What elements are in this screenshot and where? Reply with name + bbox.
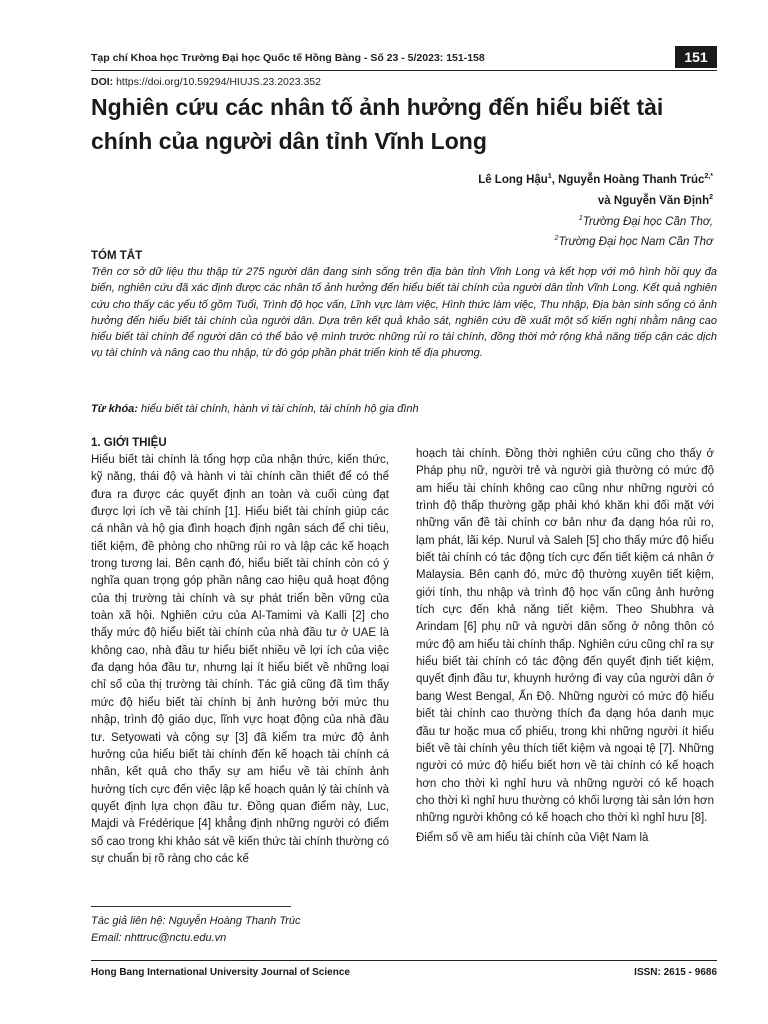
doi-label: DOI:: [91, 76, 114, 88]
author-names-line-1: Lê Long Hậu$^1$, Nguyễn Hoàng Thanh Trúc$^{2,*}$: [478, 173, 713, 186]
footer-issn: ISSN: 2615 - 9686: [634, 967, 717, 978]
author-block: [478, 168, 713, 251]
affiliation-name: Trường Đại học Nam Cần Thơ: [558, 236, 713, 249]
body-column-right: [416, 446, 714, 847]
corresponding-email[interactable]: Email: nhttruc@nctu.edu.vn: [91, 932, 227, 944]
keywords-line: [91, 403, 717, 415]
journal-citation-line: Tạp chí Khoa học Trường Đại học Quốc tế Hồng Bàng - Số 23 - 5/2023: 151-158: [91, 52, 485, 64]
author-connector: và: [597, 194, 611, 207]
author-name: Nguyễn Hoàng Thanh Trúc: [558, 173, 705, 186]
author-sup: 1: [547, 173, 552, 180]
journal-header: [91, 50, 717, 71]
body-column-left: Hiểu biết tài chính là tổng hợp của nhận thức, kiến thức, kỹ năng, thái độ và hành vi tài chính cần thiết để có thể đưa ra được các quyết định an toàn và cuối cùng đạt được lợi ích về tài chính [1]. Hiểu biết tài chính giúp các cá nhân và hộ gia đình hoạch định ngân sách để chi tiêu, tiết kiệm, đề phòng cho những rủi ro và lập các kế hoạch trong tương lai. Bên cạnh đó, hiểu biết tài chính còn có ý nghĩa quan trọng góp phần nâng cao hiệu quả hoạt động của thị trường tài chính và sự phát triển bền vững của toàn xã hội. Nghiên cứu của Al-Tamimi và Kalli [2] cho thấy mức độ hiểu biết tài chính của nhà đầu tư ở UAE là không cao, nhà đầu tư hiểu biết nhiều về lợi ích của việc đa dạng hóa đầu tư, nhưng lại ít hiểu biết về những loại chỉ số của thị trường tài chính. Tác giả cũng đã tìm thấy mức độ hiểu biết tài chính bị ảnh hưởng bởi mức thu nhập, trình độ giáo dục, lĩnh vực hoạt động của nhà đầu tư. Setyowati và cộng sự [3] đã kiểm tra mức độ ảnh hưởng của hiểu biết tài chính đến kế hoạch tài chính cá nhân, kết quả cho thấy sự am hiểu về tài chính ảnh hưởng tích cực đến việc lập kế hoạch quản lý tài chính và quyết định lựa chọn đầu tư. Đồng quan điểm này, Luc, Majdi và Frédérique [4] khẳng định những người có điểm số cao trong khi khảo sát về kiến thức tài chính thường có sự chuẩn bị rõ ràng cho các kế: [91, 454, 389, 865]
author-names-line-2: [478, 189, 713, 210]
affiliation: [478, 230, 713, 251]
footer-journal-name: Hong Bang International University Journal of Science: [91, 967, 350, 978]
body-paragraph: Điểm số về am hiểu tài chính của Việt Nam là: [416, 831, 649, 844]
affiliation-name: Trường Đại học Cần Thơ,: [582, 215, 713, 228]
abstract-heading: TÓM TẮT: [91, 250, 143, 262]
author-sup: 2: [709, 193, 713, 201]
keywords-text: hiểu biết tài chính, hành vi tài chính, tài chính hộ gia đình: [141, 403, 419, 415]
doi-line: [91, 76, 321, 88]
article-title: Nghiên cứu các nhân tố ảnh hưởng đến hiểu biết tài chính của người dân tỉnh Vĩnh Long: [91, 94, 664, 154]
keywords-label: Từ khóa:: [91, 403, 138, 415]
page-footer: [91, 960, 717, 983]
page-number: 151: [675, 46, 717, 68]
doi-link[interactable]: https://doi.org/10.59294/HIUJS.23.2023.352: [116, 76, 321, 88]
author-name: Lê Long Hậu: [478, 173, 548, 186]
abstract-text: Trên cơ sở dữ liệu thu thập từ 275 người dân đang sinh sống trên địa bàn tỉnh Vĩnh Long và kết hợp với mô hình hồi quy đa biến, nghiên cứu đã xác định được các nhân tố ảnh hưởng đến hiểu biết tài chính của người dân tỉnh Vĩnh Long. Kết quả nghiên cứu cho thấy các yếu tố gồm Tuổi, Trình độ học vấn, Lĩnh vực làm việc, Hình thức làm việc, Thu nhập, Địa bàn sinh sống có ảnh hưởng đến hiểu biết tài chính của người dân. Dựa trên kết quả khảo sát, nghiên cứu đề xuất một số kiến nghị nhằm nâng cao hiểu biết tài chính để người dân có thể bảo vệ mình trước những rủi ro tài chính, đồng thời mở rộng khả năng tiếp cận các dịch vụ tài chính và nâng cao thu nhập, từ đó góp phần phát triển kinh tế địa phương.: [91, 266, 717, 360]
section-heading: 1. GIỚI THIỆU: [91, 437, 167, 449]
author-sup: 2,*: [704, 173, 713, 180]
author-name: Nguyễn Văn Định: [613, 194, 710, 207]
affiliation: [478, 210, 713, 231]
corresponding-author: Tác giả liên hệ: Nguyễn Hoàng Thanh Trúc: [91, 915, 301, 927]
body-paragraph: hoạch tài chính. Đồng thời nghiên cứu cũng cho thấy ở Pháp phụ nữ, người trẻ và người già thường có mức độ am hiểu tài chính không cao cũng như những người có trình độ thấp thường gặp phải khó khăn khi đối mặt với những vấn đề tài chính cơ bản như đa dạng hóa rủi ro, lạm phát, lãi kép. Nurul và Saleh [5] cho thấy mức độ hiểu biết tài chính có tác động tích cực đến tiết kiệm cá nhân ở Malaysia. Bên cạnh đó, mức độ thường xuyên tiết kiệm, giới tính, thu nhập và trình độ học vấn cũng ảnh hưởng tích cực đến khả năng tiết kiệm. Theo Shubhra và Arindam [6] phụ nữ và người dân sống ở nông thôn có mức độ am hiểu tài chính thấp. Nghiên cứu cũng chỉ ra sự hiểu biết tài chính có tác động đến quyết định tiết kiệm, quyết định đầu tư, khuynh hướng đi vay của người dân ở bang West Bengal, Ấn Độ. Những người có mức độ hiểu biết tài chính cao thường thích đa dạng hóa danh mục đầu tư hoặc mua cổ phiếu, trong khi những người ít hiểu biết về tài chính yêu thích tiết kiệm và ngoại tệ [7]. Những người có mức độ hiểu biết hơn về tài chính có kế hoạch hơn cho thời kì nghỉ hưu và những người có kế hoạch cho thời kì nghỉ hưu thường có khối lượng tài sản lớn hơn những người không có kế hoạch cho thời kì nghỉ hưu [8].: [416, 448, 714, 825]
footnote: [91, 913, 301, 947]
affiliation-sup: 1: [578, 214, 583, 222]
footnote-divider: [91, 906, 291, 907]
affiliation-sup: 2: [554, 235, 559, 243]
